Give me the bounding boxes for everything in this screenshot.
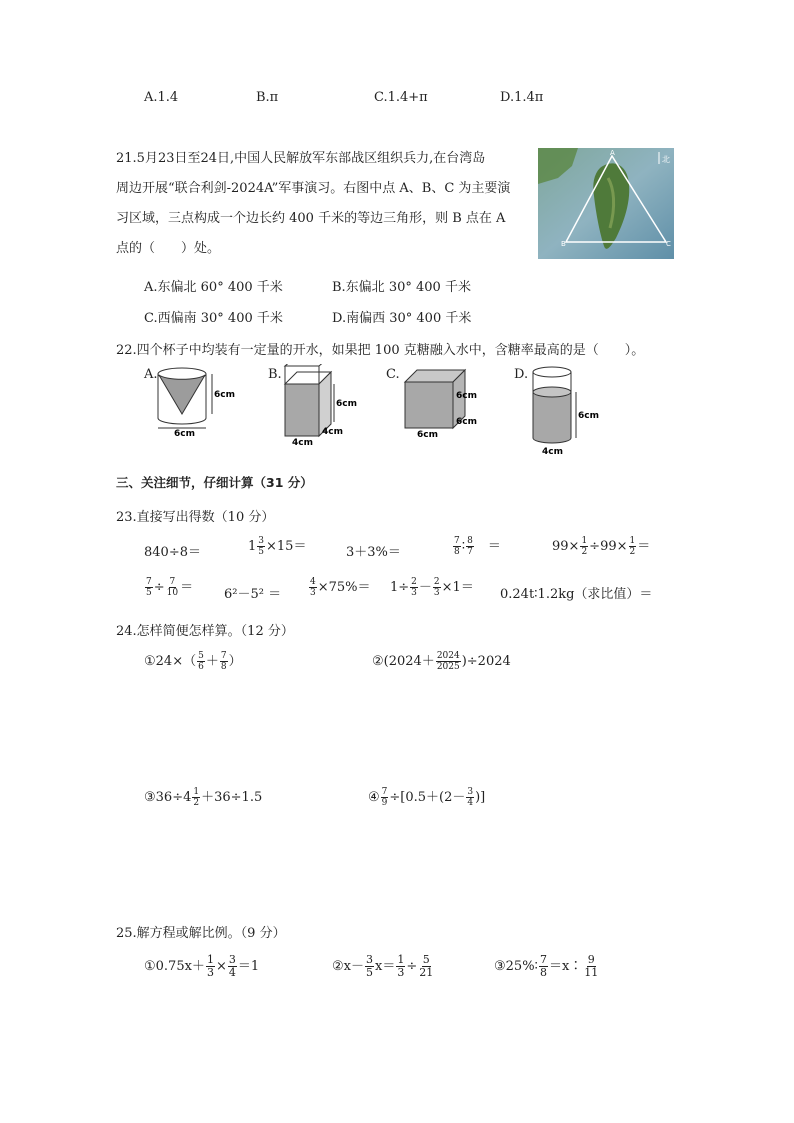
q24-problem-3: ③36÷4 $\frac{1}{2}$ ＋36÷1.5 xyxy=(144,787,263,808)
mixed-whole: 1 xyxy=(248,539,257,554)
q23-item-d: $\frac{7}{8}$ ∶ $\frac{8}{7}$ ＝ xyxy=(454,536,501,557)
water-surface xyxy=(533,387,571,397)
fraction: $\frac{7}{9}$ xyxy=(381,787,388,808)
cup-d-height: 6cm xyxy=(578,411,599,421)
cylinder-top xyxy=(533,367,571,377)
cup-b-depth: 4cm xyxy=(322,427,343,437)
q20-option-a: A.1.4 xyxy=(144,90,179,105)
q24-problem-2: ②(2024＋ $\frac{2024}{2025}$ )÷2024 xyxy=(372,651,511,672)
q23-item-g: 6²－5² ＝ xyxy=(224,587,282,602)
cup-a-figure xyxy=(156,364,236,438)
fraction: $\frac{5}{21}$ xyxy=(419,953,434,979)
fraction: $\frac{2}{3}$ xyxy=(433,577,440,598)
q21-option-a: A.东偏北 60° 400 千米 xyxy=(144,280,283,295)
q24-title: 24.怎样简便怎样算。（12 分） xyxy=(116,624,294,639)
fraction: $\frac{5}{6}$ xyxy=(198,651,204,672)
cup-c-figure xyxy=(400,364,480,438)
vertex-c-label: C xyxy=(666,240,671,248)
fraction: $\frac{8}{7}$ xyxy=(467,536,473,557)
vertex-a-label: A xyxy=(610,149,615,157)
cup-b-figure xyxy=(280,364,360,448)
q21-option-d: D.南偏西 30° 400 千米 xyxy=(332,311,472,326)
q23-item-e: 99× $\frac{1}{2}$ ÷99× $\frac{1}{2}$ ＝ xyxy=(552,536,651,557)
cup-d-width: 4cm xyxy=(542,447,563,456)
q21-line-2: 周边开展“联合利剑-2024A”军事演习。右图中点 A、B、C 为主要演 xyxy=(116,181,511,196)
q21-line-3: 习区域，三点构成一个边长约 400 千米的等边三角形，则 B 点在 A xyxy=(116,211,506,226)
q21-text xyxy=(116,144,510,264)
cup-d-label: D. xyxy=(514,367,529,382)
q23-item-a: 840÷8＝ xyxy=(144,545,201,560)
vertex-b-label: B xyxy=(561,240,566,248)
fraction: $\frac{7}{8}$ xyxy=(454,536,460,557)
q24-problem-4: ④ $\frac{7}{9}$ ÷[0.5＋(2－ $\frac{3}{4}$ )] xyxy=(368,787,486,808)
fraction: $\frac{3}{4}$ xyxy=(228,953,236,979)
q24-problem-1: ①24×（ $\frac{5}{6}$ ＋ $\frac{7}{8}$ ） xyxy=(144,651,242,672)
taiwan-map-figure xyxy=(538,148,674,259)
q23-title: 23.直接写出得数（10 分） xyxy=(116,510,275,525)
q21-line-4: 点的（ ）处。 xyxy=(116,241,221,256)
fraction: $\frac{3}{4}$ xyxy=(467,787,474,808)
q25-title: 25.解方程或解比例。（9 分） xyxy=(116,926,286,941)
q23-item-b: 1 $\frac{3}{5}$ ×15＝ xyxy=(248,536,307,557)
north-label: 北 xyxy=(662,155,670,164)
fraction: $\frac{9}{11}$ xyxy=(584,953,599,979)
cup-c-width: 6cm xyxy=(417,430,438,438)
fraction: $\frac{1}{2}$ xyxy=(581,536,588,557)
q23-item-j: 0.24t∶1.2kg（求比值）＝ xyxy=(500,587,653,602)
q20-option-c: C.1.4+π xyxy=(374,90,428,105)
q21-option-b: B.东偏北 30° 400 千米 xyxy=(332,280,471,295)
fraction: $\frac{1}{2}$ xyxy=(629,536,636,557)
cup-b-width: 4cm xyxy=(292,438,313,448)
fraction: $\frac{3}{5}$ xyxy=(258,536,265,557)
cup-b-height: 6cm xyxy=(336,399,357,409)
fraction: $\frac{2}{3}$ xyxy=(411,577,417,598)
cup-b-label: B. xyxy=(268,367,282,382)
cup-a-height: 6cm xyxy=(214,390,235,400)
q25-equation-1: ①0.75x＋ $\frac{1}{3}$ × $\frac{3}{4}$ ＝1 xyxy=(144,953,260,979)
fraction: $\frac{2024}{2025}$ xyxy=(436,651,460,672)
fraction: $\frac{4}{3}$ xyxy=(310,577,316,598)
q23-item-c: 3＋3%＝ xyxy=(346,545,401,560)
fraction: $\frac{7}{5}$ xyxy=(146,577,152,598)
prism-empty-top xyxy=(285,364,326,366)
cube-front xyxy=(405,382,453,428)
q20-option-b: B.π xyxy=(256,90,279,105)
fraction: $\frac{1}{2}$ xyxy=(193,787,200,808)
cup-c-label: C. xyxy=(386,367,400,382)
cup-a-label: A. xyxy=(144,367,158,382)
cylinder-water xyxy=(533,392,571,443)
q23-item-h: $\frac{4}{3}$ ×75%＝ xyxy=(310,577,371,598)
prism-water xyxy=(285,384,319,436)
cone xyxy=(159,375,205,414)
q21-option-c: C.西偏南 30° 400 千米 xyxy=(144,311,283,326)
q22-text: 22.四个杯子中均装有一定量的开水，如果把 100 克糖融入水中，含糖率最高的是（ ）。 xyxy=(116,343,645,358)
q20-option-d: D.1.4π xyxy=(500,90,544,105)
fraction: $\frac{3}{5}$ xyxy=(366,953,373,979)
cup-d-figure xyxy=(528,364,604,456)
q23-item-i: 1÷ $\frac{2}{3}$ － $\frac{2}{3}$ ×1＝ xyxy=(390,577,474,598)
fraction: $\frac{7}{10}$ xyxy=(166,577,179,598)
cup-c-depth: 6cm xyxy=(456,417,477,427)
fraction: $\frac{1}{3}$ xyxy=(206,953,214,979)
fraction: $\frac{7}{8}$ xyxy=(539,953,547,979)
q25-equation-3: ③25%∶ $\frac{7}{8}$ ＝x∶ $\frac{9}{11}$ xyxy=(494,953,599,979)
cup-a-width: 6cm xyxy=(174,429,195,438)
fraction: $\frac{1}{3}$ xyxy=(397,953,405,979)
cup-c-height: 6cm xyxy=(456,391,477,401)
section-3-title: 三、关注细节，仔细计算（31 分） xyxy=(116,475,313,490)
q21-line-1: 21.5月23日至24日,中国人民解放军东部战区组织兵力,在台湾岛 xyxy=(116,151,486,166)
q23-item-f: $\frac{7}{5}$ ÷ $\frac{7}{10}$ ＝ xyxy=(146,577,194,598)
fraction: $\frac{7}{8}$ xyxy=(220,651,227,672)
q25-equation-2: ②x－ $\frac{3}{5}$ x＝ $\frac{1}{3}$ ÷ $\frac{5}{21}$ xyxy=(332,953,434,979)
